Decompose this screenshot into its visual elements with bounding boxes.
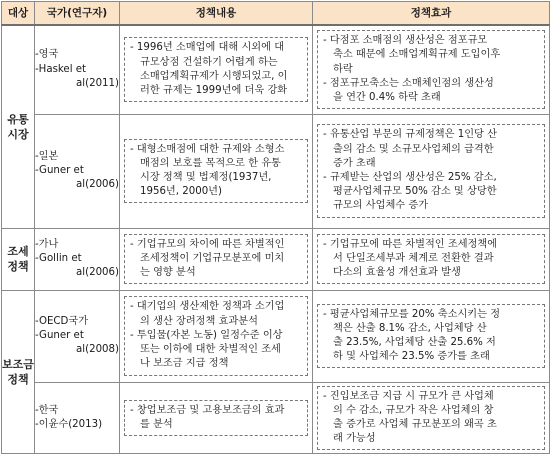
table-row xyxy=(2,382,550,454)
study-line: -이윤수(2013) xyxy=(35,418,103,430)
effect-cell xyxy=(313,382,550,454)
content-line: - 투입물(자본 노동) 일정수준 이상 xyxy=(130,329,283,341)
study-cell xyxy=(35,228,120,290)
content-box xyxy=(124,37,308,102)
content-box xyxy=(124,234,308,285)
study-line: -Haskel et xyxy=(35,63,87,75)
content-line: 시장 정책 및 법제정(1937년, xyxy=(140,172,272,183)
content-line: 조세정책이 기업규모분포에 미치 xyxy=(140,252,285,264)
table-row xyxy=(2,290,550,382)
study-cell xyxy=(35,114,120,228)
content-cell xyxy=(120,25,313,114)
effect-line: 출 23.5%, 사업체당 산출 25.6% 저 xyxy=(333,337,496,348)
content-line: 소매업계획규제가 시행되었고, 이 xyxy=(140,70,288,82)
effect-box xyxy=(317,30,545,109)
effect-line: 규모의 사업체수 증가 xyxy=(333,200,429,212)
header-target: 대상 xyxy=(2,2,35,26)
effect-line: 의 수 감소, 규모가 작은 사업체의 창 xyxy=(333,404,494,416)
effect-line: 출의 감소 및 소규모사업체의 급격한 xyxy=(333,143,494,155)
effect-line: - 규제받는 산업의 생산성은 25% 감소, xyxy=(323,172,497,183)
header-row xyxy=(2,2,550,26)
effect-line: - 평균사업체규모를 20% 축소시키는 정 xyxy=(323,308,501,320)
study-line: -Gollin et xyxy=(35,252,82,264)
study-line: al(2006) xyxy=(76,267,119,279)
study-line: -일본 xyxy=(35,150,59,162)
category-label: 조세 xyxy=(7,245,29,258)
study-cell xyxy=(35,290,120,382)
content-cell xyxy=(120,228,313,290)
effect-box xyxy=(317,304,545,369)
category-cell-subsidy xyxy=(2,290,35,454)
category-label: 정책 xyxy=(7,372,29,386)
content-cell xyxy=(120,290,313,382)
effect-box xyxy=(317,124,545,217)
content-line: - 기업규모의 차이에 따른 차별적인 xyxy=(130,238,285,250)
content-line: 를 분석 xyxy=(140,418,173,430)
table-row xyxy=(2,228,550,290)
effect-line: - 진입보조금 지급 시 규모가 큰 사업체 xyxy=(323,390,494,402)
content-cell xyxy=(120,382,313,454)
study-line: al(2011) xyxy=(76,77,119,89)
content-box xyxy=(124,400,308,436)
content-line: 러한 규제는 1999년에 더욱 강화 xyxy=(140,84,288,96)
study-line: -한국 xyxy=(35,404,59,416)
effect-cell xyxy=(313,228,550,290)
content-line: - 대기업의 생산제한 정책과 소기업 xyxy=(130,301,285,313)
study-cell xyxy=(35,25,120,114)
effect-line: - 다점포 소매점의 생산성은 점포규모 xyxy=(323,35,488,47)
content-line: 규모상점 건설하기 어렵게 하는 xyxy=(140,56,278,68)
category-label: 시장 xyxy=(7,127,29,141)
effect-cell xyxy=(313,114,550,228)
effect-line: - 기업규모에 따른 차별적인 조세정책에 xyxy=(323,238,498,250)
category-cell-tax xyxy=(2,228,35,290)
study-line: al(2008) xyxy=(76,344,119,356)
content-line: - 대형소매점에 대한 규제와 소형소 xyxy=(130,143,285,155)
effect-line: - 유통산업 부문의 규제정책은 1인당 산 xyxy=(323,129,497,141)
content-line: 나 보조금 지급 정책 xyxy=(140,358,229,370)
content-cell xyxy=(120,114,313,228)
content-line: 의 생산 장려정책 효과분석 xyxy=(140,315,258,327)
effect-line: - 점포규모축소는 소매체인점의 생산성 xyxy=(323,77,494,89)
content-line: 또는 이하에 대한 차별적인 조세 xyxy=(140,344,281,356)
category-label: 정책 xyxy=(7,260,29,273)
content-box xyxy=(124,139,308,204)
header-policy-effect: 정책효과 xyxy=(313,2,550,26)
effect-line: 래 가능성 xyxy=(333,433,376,445)
content-line: - 1996년 소매업에 대해 시외에 대 xyxy=(130,42,285,54)
category-label: 유통 xyxy=(7,112,29,126)
effect-line: 다소의 효율성 개선효과 발생 xyxy=(333,267,461,279)
effect-line: 출 증가로 사업체 규모분포의 왜곡 초 xyxy=(333,418,497,430)
effect-box xyxy=(317,386,545,451)
table-row xyxy=(2,114,550,228)
effect-line: 증가 초래 xyxy=(333,157,376,169)
header-policy-content: 정책내용 xyxy=(120,2,313,26)
study-cell xyxy=(35,382,120,454)
effect-line: 축소 때문에 소매업계획규제 도입이후 xyxy=(333,49,501,61)
study-line: -영국 xyxy=(35,49,59,61)
category-cell-distribution xyxy=(2,25,35,228)
effect-line: 책은 산출 8.1% 감소, 사업체당 산 xyxy=(333,322,487,334)
table-row xyxy=(2,25,550,114)
content-line: 매점의 보호를 목적으로 한 유통 xyxy=(140,157,281,169)
content-line: 1956년, 2000년) xyxy=(140,186,222,198)
policy-table xyxy=(1,1,550,454)
effect-line: 하 및 사업체수 23.5% 증가를 초래 xyxy=(333,351,490,363)
study-line: -Guner et xyxy=(35,329,84,341)
content-line: - 창업보조금 및 고용보조금의 효과 xyxy=(130,404,285,416)
effect-line: 평균사업체규모 50% 감소 및 상당한 xyxy=(333,186,497,198)
study-line: -Guner et xyxy=(35,164,84,176)
effect-cell xyxy=(313,290,550,382)
content-box xyxy=(124,296,308,375)
content-line: 는 영향 분석 xyxy=(140,267,196,279)
effect-line: 을 연간 0.4% 하락 초래 xyxy=(333,92,441,104)
study-line: -가나 xyxy=(35,238,59,250)
category-label: 보조금 xyxy=(2,357,34,371)
effect-cell xyxy=(313,25,550,114)
effect-box xyxy=(317,234,545,285)
header-country-researcher: 국가(연구자) xyxy=(35,2,120,26)
effect-line: 서 단일조세부과 체계로 전환한 결과 xyxy=(333,252,494,264)
study-line: al(2006) xyxy=(76,179,119,191)
study-line: -OECD국가 xyxy=(35,315,89,327)
effect-line: 하락 xyxy=(333,63,353,75)
